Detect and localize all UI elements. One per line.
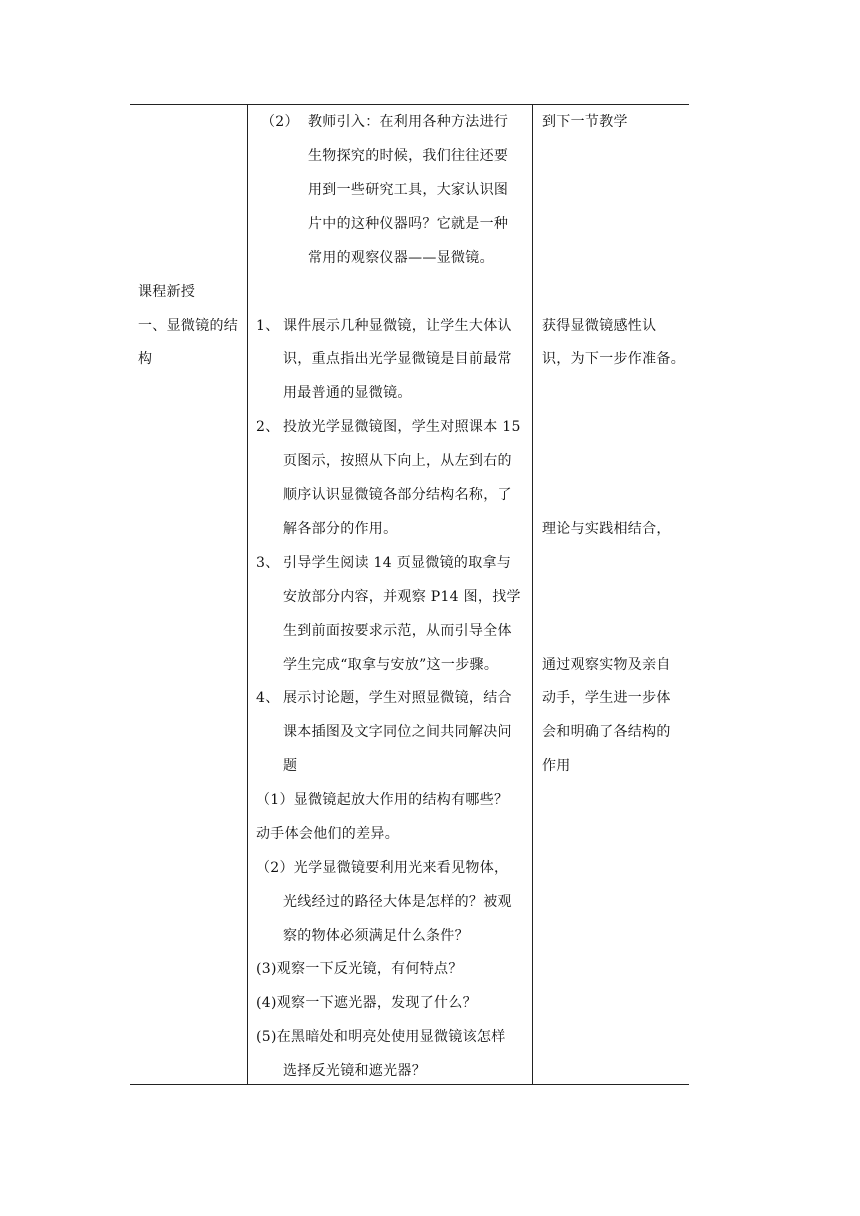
intro-line: 教师引入：在利用各种方法进行 bbox=[308, 114, 509, 130]
question-line: （2）光学显微镜要利用光来看见物体， bbox=[256, 860, 509, 876]
step-line: 安放部分内容，并观察 P14 图，找学 bbox=[283, 589, 521, 605]
step-number: 2、 bbox=[256, 419, 280, 435]
purpose-note-line: 获得显微镜感性认 bbox=[542, 318, 657, 334]
step-line: 识，重点指出光学显微镜是目前最常 bbox=[283, 351, 512, 367]
purpose-note-line: 识，为下一步作准备。 bbox=[542, 351, 685, 367]
step-line: 用最普通的显微镜。 bbox=[283, 385, 412, 401]
intro-line: 生物探究的时候，我们往往还要 bbox=[308, 148, 509, 164]
step-number: 3、 bbox=[256, 555, 280, 571]
intro-line: 用到一些研究工具，大家认识图 bbox=[308, 182, 509, 198]
question-line: (3)观察一下反光镜，有何特点？ bbox=[256, 961, 463, 977]
table-column-divider-2 bbox=[532, 104, 533, 1084]
step-line: 学生完成“取拿与安放”这一步骤。 bbox=[283, 657, 499, 673]
step-number: 1、 bbox=[256, 318, 280, 334]
step-line: 页图示，按照从下向上，从左到右的 bbox=[283, 453, 512, 469]
purpose-note-line: 通过观察实物及亲自 bbox=[542, 657, 671, 673]
step-line: 课件展示几种显微镜，让学生大体认 bbox=[283, 318, 512, 334]
topic-title-line-2: 构 bbox=[138, 351, 153, 367]
step-number: 4、 bbox=[256, 690, 280, 706]
step-line: 顺序认识显微镜各部分结构名称，了 bbox=[283, 487, 512, 503]
question-line: (4)观察一下遮光器，发现了什么？ bbox=[256, 995, 477, 1011]
step-line: 题 bbox=[283, 758, 298, 774]
step-line: 投放光学显微镜图，学生对照课本 15 bbox=[283, 419, 521, 435]
table-top-border bbox=[130, 104, 689, 105]
step-line: 展示讨论题，学生对照显微镜，结合 bbox=[283, 690, 512, 706]
question-line: 动手体会他们的差异。 bbox=[256, 826, 399, 842]
intro-number: （2） bbox=[261, 114, 299, 130]
step-line: 生到前面按要求示范，从而引导全体 bbox=[283, 623, 512, 639]
purpose-note-line: 动手，学生进一步体 bbox=[542, 690, 671, 706]
question-line: 察的物体必须满足什么条件？ bbox=[283, 928, 469, 944]
purpose-note-line: 会和明确了各结构的 bbox=[542, 724, 671, 740]
intro-line: 片中的这种仪器吗？它就是一种 bbox=[308, 216, 509, 232]
intro-line: 常用的观察仪器——显微镜。 bbox=[308, 250, 494, 266]
step-line: 解各部分的作用。 bbox=[283, 521, 398, 537]
table-bottom-border bbox=[130, 1084, 689, 1085]
question-line: 光线经过的路径大体是怎样的？被观 bbox=[283, 894, 512, 910]
step-line: 引导学生阅读 14 页显微镜的取拿与 bbox=[283, 555, 512, 571]
table-column-divider-1 bbox=[247, 104, 248, 1084]
step-line: 课本插图及文字同位之间共同解决问 bbox=[283, 724, 512, 740]
purpose-note-line: 作用 bbox=[542, 758, 571, 774]
question-line: 选择反光镜和遮光器？ bbox=[283, 1063, 426, 1079]
section-title: 课程新授 bbox=[138, 284, 196, 300]
question-line: （1）显微镜起放大作用的结构有哪些？ bbox=[256, 792, 509, 808]
question-line: (5)在黑暗处和明亮处使用显微镜该怎样 bbox=[256, 1029, 506, 1045]
purpose-note: 理论与实践相结合， bbox=[542, 521, 671, 537]
topic-title-line-1: 一、显微镜的结 bbox=[138, 318, 239, 334]
purpose-note: 到下一节教学 bbox=[542, 114, 628, 130]
